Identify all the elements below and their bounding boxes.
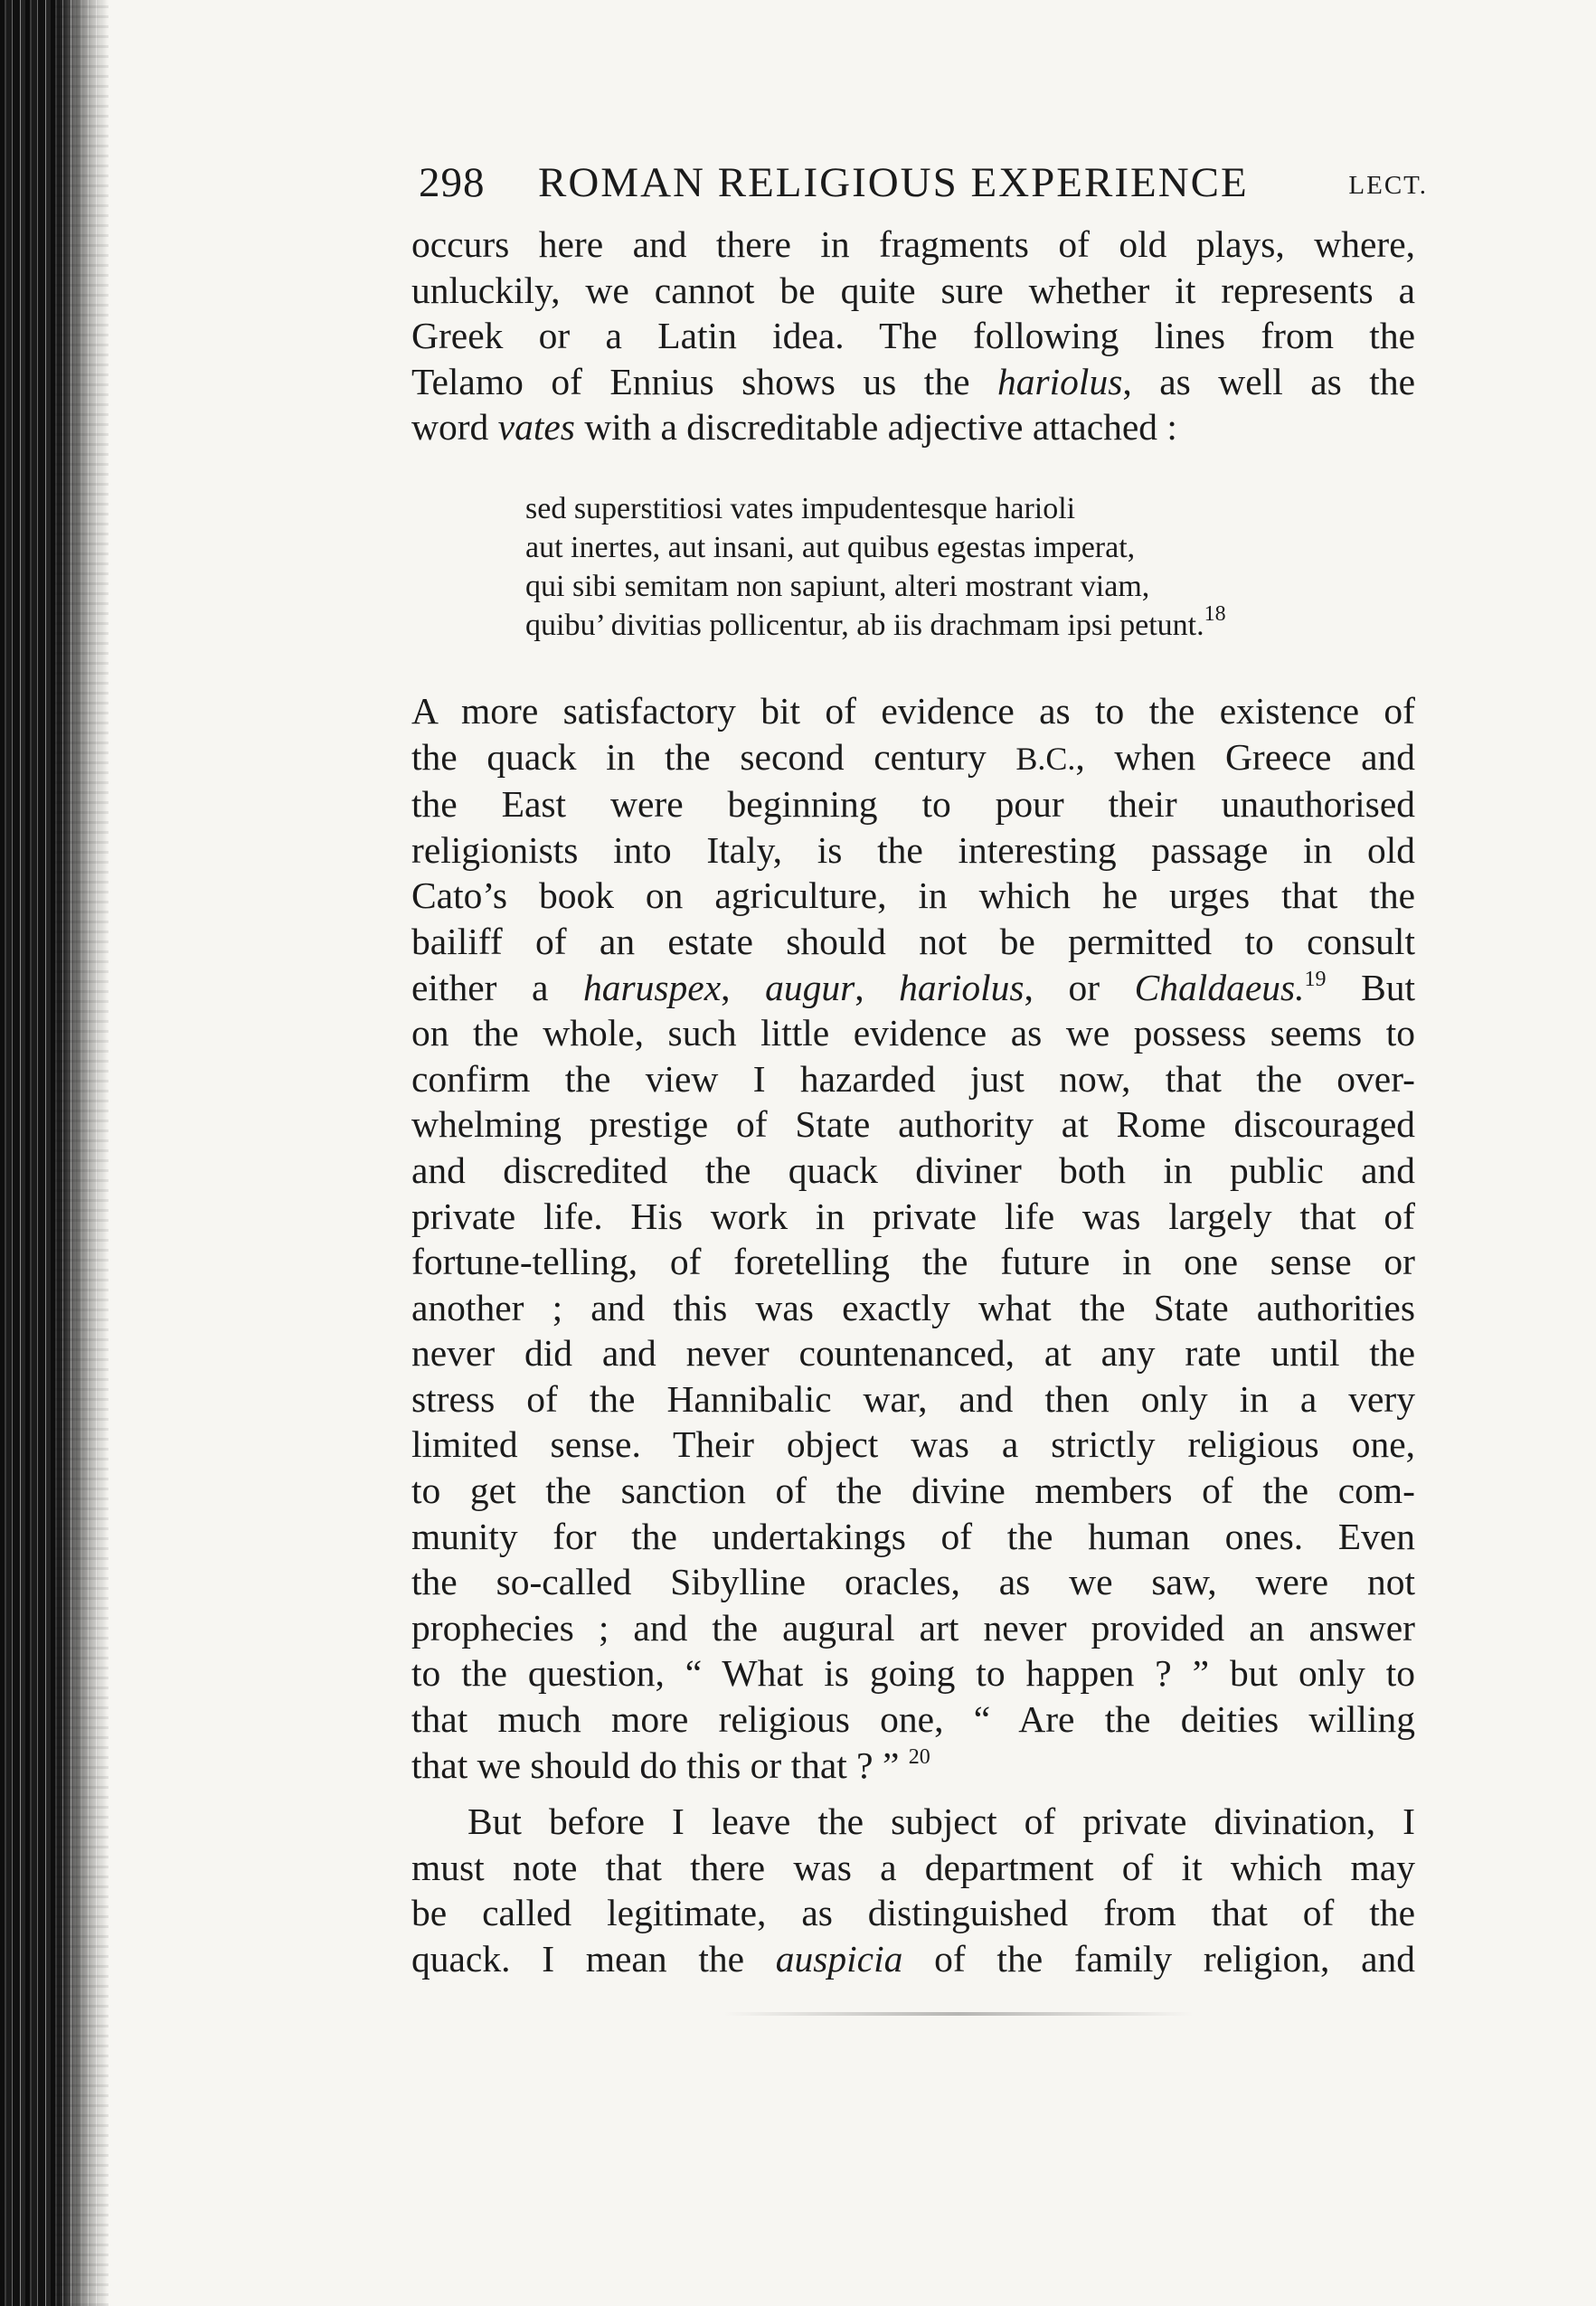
text-line: that we should do this or that ? ” $^{20}$ bbox=[411, 1744, 930, 1786]
running-head bbox=[411, 158, 1428, 222]
text-line: that much more religious one, “ Are the deities willing bbox=[411, 1698, 1415, 1741]
verse-line: qui sibi semitam non sapiunt, alteri mostrant viam, bbox=[525, 569, 1150, 603]
text-line: and discredited the quack diviner both in public and bbox=[411, 1148, 1415, 1191]
italic-term: Chaldaeus. bbox=[1134, 966, 1305, 1008]
text-line: the quack in the second century B.C., when Greece and bbox=[411, 735, 1415, 778]
print-smudge bbox=[723, 2012, 1194, 2016]
text-line: to the question, “ What is going to happen ? ” but only to bbox=[411, 1652, 1415, 1695]
paragraph-3 bbox=[411, 1799, 1415, 1981]
small-caps-abbrev: B.C. bbox=[1015, 740, 1076, 777]
text-line: fortune-telling, of foretelling the future in one sense or bbox=[411, 1241, 1415, 1283]
paragraph-1 bbox=[411, 222, 1415, 450]
italic-term: auspicia bbox=[775, 1938, 903, 1980]
paragraph-2 bbox=[411, 688, 1415, 1788]
text-line: Greek or a Latin idea. The following lines from the bbox=[411, 315, 1415, 357]
footnote-marker: 19 bbox=[1304, 967, 1327, 991]
footnote-marker: 18 bbox=[1204, 601, 1226, 626]
italic-term: hariolus bbox=[997, 360, 1123, 402]
text-line: religionists into Italy, is the interesting passage in old bbox=[411, 828, 1415, 871]
text-line: must note that there was a department of it which may bbox=[411, 1846, 1415, 1888]
text-line: limited sense. Their object was a strictly religious one, bbox=[411, 1423, 1415, 1466]
footnote-marker: 20 bbox=[908, 1744, 930, 1769]
text-line: to get the sanction of the divine members of the com- bbox=[411, 1470, 1415, 1512]
book-page bbox=[411, 158, 1428, 1982]
lecture-mark: LECT. bbox=[1348, 171, 1428, 200]
italic-term: vates bbox=[497, 406, 575, 449]
text-line: Cato’s book on agriculture, in which he urges that the bbox=[411, 874, 1415, 917]
italic-term: hariolus bbox=[899, 966, 1025, 1008]
verse-line: quibu’ divitias pollicentur, ab iis drachmam ipsi petunt.$^{18}$ bbox=[525, 601, 1226, 642]
text-line: munity for the undertakings of the human ones. Even bbox=[411, 1515, 1415, 1557]
text-line: quack. I mean the auspicia of the family religion, and bbox=[411, 1938, 1415, 1980]
italic-term: augur bbox=[765, 966, 855, 1008]
text-line: the East were beginning to pour their unauthorised bbox=[411, 783, 1415, 826]
text-line: occurs here and there in fragments of old plays, where, bbox=[411, 223, 1415, 265]
text-line: private life. His work in private life was largely that of bbox=[411, 1195, 1415, 1237]
text-line: bailiff of an estate should not be permitted to consult bbox=[411, 920, 1415, 962]
verse-line: sed superstitiosi vates impudentesque harioli bbox=[525, 491, 1076, 525]
italic-term: haruspex bbox=[583, 966, 722, 1008]
page-number: 298 bbox=[419, 159, 486, 206]
text-line: Telamo of Ennius shows us the hariolus, as well as the bbox=[411, 360, 1415, 402]
book-spine-shadow bbox=[54, 0, 109, 2306]
text-line: A more satisfactory bit of evidence as to the existence of bbox=[411, 689, 1415, 732]
text-line: never did and never countenanced, at any rate until the bbox=[411, 1332, 1415, 1375]
text-line: either a haruspex, augur, hariolus, or Chaldaeus.$^{19}$ But bbox=[411, 966, 1416, 1008]
text-line: unluckily, we cannot be quite sure whether it represents a bbox=[411, 269, 1415, 311]
running-title: ROMAN RELIGIOUS EXPERIENCE bbox=[538, 159, 1249, 206]
text-line: But before I leave the subject of private divination, I bbox=[467, 1800, 1415, 1843]
text-line: on the whole, such little evidence as we possess seems to bbox=[411, 1012, 1415, 1054]
text-line: prophecies ; and the augural art never provided an answer bbox=[411, 1606, 1415, 1649]
text-line: word vates with a discreditable adjective attached : bbox=[411, 406, 1177, 449]
verse-quotation bbox=[525, 489, 1415, 645]
text-line: confirm the view I hazarded just now, that the over- bbox=[411, 1057, 1415, 1100]
text-line: whelming prestige of State authority at Rome discouraged bbox=[411, 1103, 1415, 1146]
text-line: the so-called Sibylline oracles, as we saw, were not bbox=[411, 1561, 1415, 1603]
text-line: another ; and this was exactly what the State authorities bbox=[411, 1286, 1415, 1328]
text-line: stress of the Hannibalic war, and then only in a very bbox=[411, 1377, 1415, 1420]
text-line: be called legitimate, as distinguished from that of the bbox=[411, 1892, 1415, 1934]
verse-line: aut inertes, aut insani, aut quibus egestas imperat, bbox=[525, 530, 1136, 564]
